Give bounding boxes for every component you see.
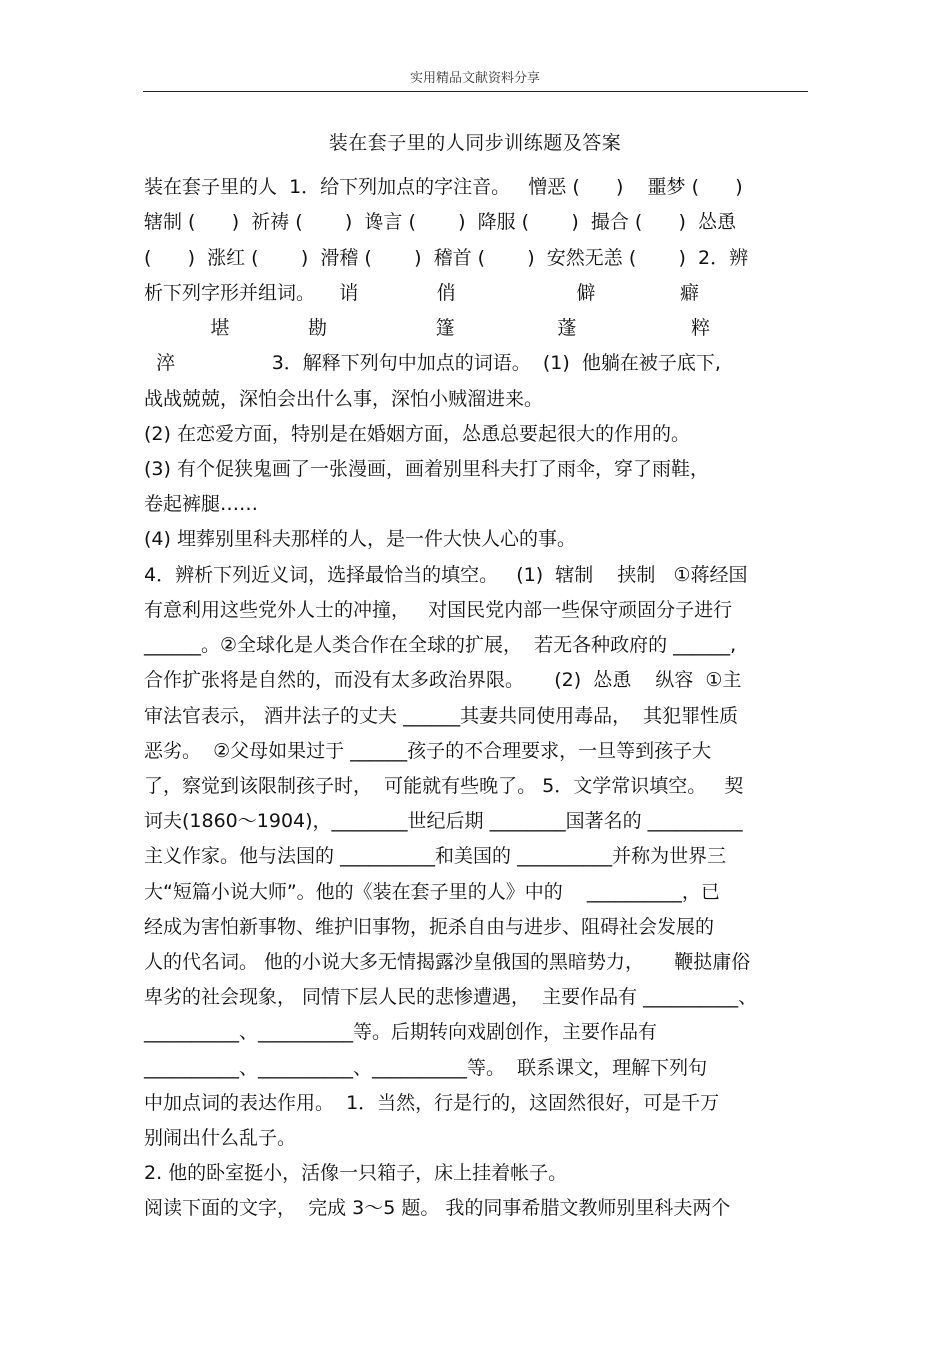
- text-line: (3) 有个促狭鬼画了一张漫画，画着别里科夫打了雨伞，穿了雨鞋，: [144, 458, 709, 480]
- text-line: 堪 勘 篷 蓬 粹: [144, 317, 711, 339]
- text-line: 人的代名词。 他的小说大多无情揭露沙皇俄国的黑暗势力， 鞭挞庸俗: [144, 951, 751, 973]
- text-line: 中加点词的表达作用。 1．当然，行是行的，这固然很好，可是千万: [144, 1092, 720, 1114]
- text-line: 阅读下面的文字， 完成 3～5 题。 我的同事希腊文教师别里科夫两个: [144, 1197, 731, 1219]
- document-title: 装在套子里的人同步训练题及答案: [328, 132, 622, 154]
- text-line: 卑劣的社会现象， 同情下层人民的悲惨遭遇， 主要作品有 __________、: [144, 986, 758, 1008]
- header-divider: [143, 91, 808, 92]
- text-line: 2. 他的卧室挺小，活像一只箱子，床上挂着帐子。: [144, 1162, 568, 1184]
- text-line: 大“短篇小说大师”。他的《装在套子里的人》中的 __________，已: [144, 881, 720, 903]
- text-line: 卷起裤腿……: [144, 493, 259, 515]
- text-line: 审法官表示， 酒井法子的丈夫 ______其妻共同使用毒品， 其犯罪性质: [144, 705, 739, 727]
- text-line: 经成为害怕新事物、维护旧事物，扼杀自由与进步、阻碍社会发展的: [144, 916, 715, 938]
- text-line: 4．辨析下列近义词，选择最恰当的填空。 (1) 辖制 挟制 ①蒋经国: [144, 564, 748, 586]
- text-line: ( ) 涨红 ( ) 滑稽 ( ) 稽首 ( ) 安然无恙 ( ) 2．辨: [144, 247, 749, 269]
- text-line: ______。②全球化是人类合作在全球的扩展， 若无各种政府的 ______,: [144, 634, 737, 656]
- text-line: 辖制 ( ) 祈祷 ( ) 谗言 ( ) 降服 ( ) 撮合 ( ) 怂恿: [144, 211, 737, 233]
- text-line: 诃夫(1860～1904)，________世纪后期 ________国著名的 __________: [144, 810, 743, 832]
- text-line: 恶劣。 ②父母如果过于 ______孩子的不合理要求，一旦等到孩子大: [144, 740, 712, 762]
- text-line: 装在套子里的人 1．给下列加点的字注音。 憎恶 ( ) 噩梦 ( ): [144, 176, 743, 198]
- text-line: __________、__________等。后期转向戏剧创作，主要作品有: [144, 1021, 658, 1043]
- text-line: 了，察觉到该限制孩子时， 可能就有些晚了。 5．文学常识填空。 契: [144, 775, 744, 797]
- text-line: 主义作家。他与法国的 __________和美国的 __________并称为世界三: [144, 845, 727, 867]
- text-line: 别闹出什么乱子。: [144, 1127, 297, 1149]
- text-line: 淬 3．解释下列句中加点的词语。 (1) 他躺在被子底下,: [144, 352, 721, 374]
- text-line: 有意利用这些党外人士的冲撞， 对国民党内部一些保守顽固分子进行: [144, 599, 733, 621]
- text-line: 战战兢兢，深怕会出什么事，深怕小贼溜进来。: [144, 388, 544, 410]
- text-line: (4) 埋葬别里科夫那样的人，是一件大快人心的事。: [144, 528, 576, 550]
- page-header: 实用精品文献资料分享: [409, 71, 540, 86]
- text-line: __________、__________、__________等。 联系课文，理解下列句: [144, 1057, 708, 1079]
- text-line: 合作扩张将是自然的，而没有太多政治界限。 (2) 怂恿 纵容 ①主: [144, 669, 742, 691]
- text-line: (2) 在恋爱方面，特别是在婚姻方面，怂恿总要起很大的作用的。: [144, 423, 690, 445]
- text-line: 析下列字形并组词。 诮 俏 僻 癖: [144, 282, 700, 304]
